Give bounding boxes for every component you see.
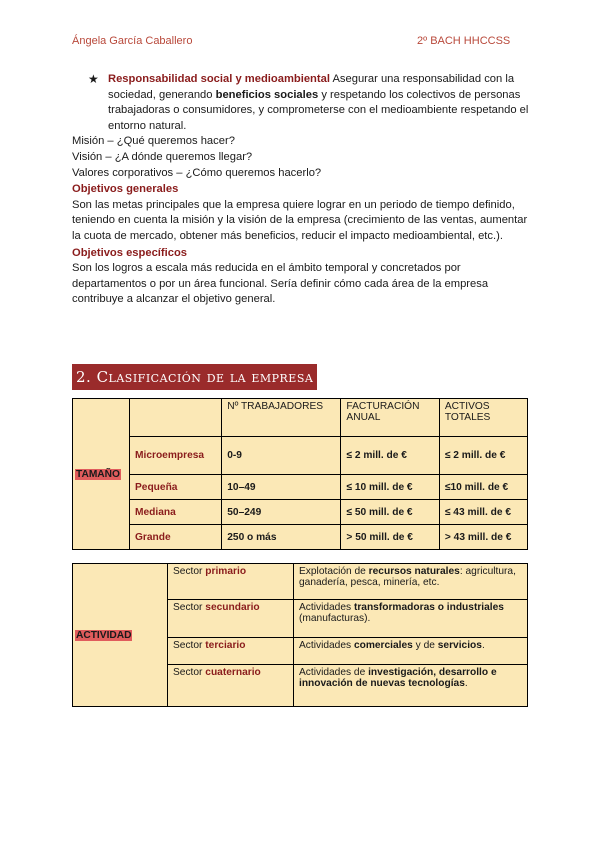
size-row-revenue: ≤ 50 mill. de € (341, 500, 439, 525)
desc-part: . (481, 640, 485, 651)
size-table (72, 398, 528, 550)
size-row-assets: ≤ 43 mill. de € (439, 500, 527, 525)
desc-part: Actividades (299, 602, 354, 613)
activity-label-cell (73, 564, 168, 707)
activity-description-cell (294, 600, 528, 638)
desc-bold: recursos naturales (368, 566, 460, 577)
size-row-workers: 0-9 (222, 437, 341, 475)
desc-part: Explotación de (299, 566, 369, 577)
size-row-revenue: ≤ 10 mill. de € (341, 475, 439, 500)
desc-bold: investigación, desarrollo e innovación de nuevas tecnologías (299, 667, 497, 689)
sector-name: secundario (205, 602, 260, 613)
desc-part: y de (412, 640, 438, 651)
desc-bold: servicios (437, 640, 482, 651)
activity-sector-cell (168, 638, 294, 665)
size-row-workers: 50–249 (222, 500, 341, 525)
sector-name: primario (205, 566, 247, 577)
size-row-workers: 10–49 (222, 475, 341, 500)
sector-name: terciario (205, 640, 246, 651)
size-label-cell (73, 399, 130, 550)
desc-part: Actividades (299, 640, 354, 651)
bullet-text-1: Asegurar una responsabilidad con la sociedad, generando (108, 73, 515, 101)
size-row-name: Grande (130, 525, 222, 550)
activity-description-cell (294, 564, 528, 600)
activity-description-cell (294, 665, 528, 707)
bullet-responsabilidad (72, 72, 532, 134)
size-header-workers: Nº TRABAJADORES (222, 399, 341, 437)
size-label: TAMAÑO (76, 468, 120, 480)
heading-objetivos-especificos: Objetivos específicos (72, 246, 188, 259)
line-mision: Misión – ¿Qué queremos hacer? (72, 135, 235, 148)
activity-sector-cell (168, 564, 294, 600)
sector-prefix: Sector (173, 640, 206, 651)
size-row-revenue: > 50 mill. de € (341, 525, 439, 550)
desc-part: : agricultura, ganadería, pesca, minería, etc. (299, 566, 516, 588)
size-header-revenue: FACTURACIÓN ANUAL (341, 399, 439, 437)
size-row-assets: ≤ 2 mill. de € (439, 437, 527, 475)
sector-prefix: Sector (173, 667, 206, 678)
text-objetivos-especificos: Son los logros a escala más reducida en el ámbito temporal y concretados por departamentos o por un área funcional. Sería definir cómo cada área de la empresa contribuye a alcanzar el objetivo general. (72, 262, 489, 306)
size-row-revenue: ≤ 2 mill. de € (341, 437, 439, 475)
desc-part: Actividades de (299, 667, 369, 678)
size-row-name: Pequeña (130, 475, 222, 500)
sector-name: cuaternario (205, 667, 261, 678)
activity-description-cell (294, 638, 528, 665)
desc-part: (manufacturas). (299, 613, 371, 624)
sector-prefix: Sector (173, 566, 206, 577)
desc-bold: transformadoras o industriales (353, 602, 504, 613)
bullet-title: Responsabilidad social y medioambiental (108, 73, 330, 85)
activity-table (72, 563, 528, 707)
size-row-assets: ≤10 mill. de € (439, 475, 527, 500)
size-row-name: Mediana (130, 500, 222, 525)
header-course: 2º BACH HHCCSS (417, 35, 511, 47)
size-row-assets: > 43 mill. de € (439, 525, 527, 550)
desc-part: . (464, 678, 468, 689)
line-valores: Valores corporativos – ¿Cómo queremos hacerlo? (72, 166, 322, 179)
activity-sector-cell (168, 665, 294, 707)
line-vision: Visión – ¿A dónde queremos llegar? (72, 150, 253, 163)
star-bullet-icon: ★ (88, 72, 99, 86)
bullet-text-2: y respetando los colectivos de personas trabajadoras o consumidores, y comprometerse con el medioambiente respetando el entorno natural. (108, 88, 529, 132)
heading-objetivos-generales: Objetivos generales (72, 183, 179, 196)
desc-bold: comerciales (353, 640, 413, 651)
section-title: 2. Clasificación de la empresa (72, 364, 317, 390)
header-author: Ángela García Caballero (72, 35, 193, 47)
size-row-name: Microempresa (130, 437, 222, 475)
text-objetivos-generales: Son las metas principales que la empresa quiere lograr en un periodo de tiempo definido, teniendo en cuenta la misión y la visión de la empresa (crecimiento de las ventas, aumentar la cuota de mercado, obtener más beneficios, reducir el impacto medioambiental, etc.). (72, 198, 528, 242)
activity-label: ACTIVIDAD (76, 629, 132, 641)
main-content (72, 72, 532, 308)
size-header-empty (130, 399, 222, 437)
size-header-assets: ACTIVOS TOTALES (439, 399, 527, 437)
activity-sector-cell (168, 600, 294, 638)
bullet-bold-1: beneficios sociales (215, 88, 319, 101)
size-row-workers: 250 o más (222, 525, 341, 550)
sector-prefix: Sector (173, 602, 206, 613)
